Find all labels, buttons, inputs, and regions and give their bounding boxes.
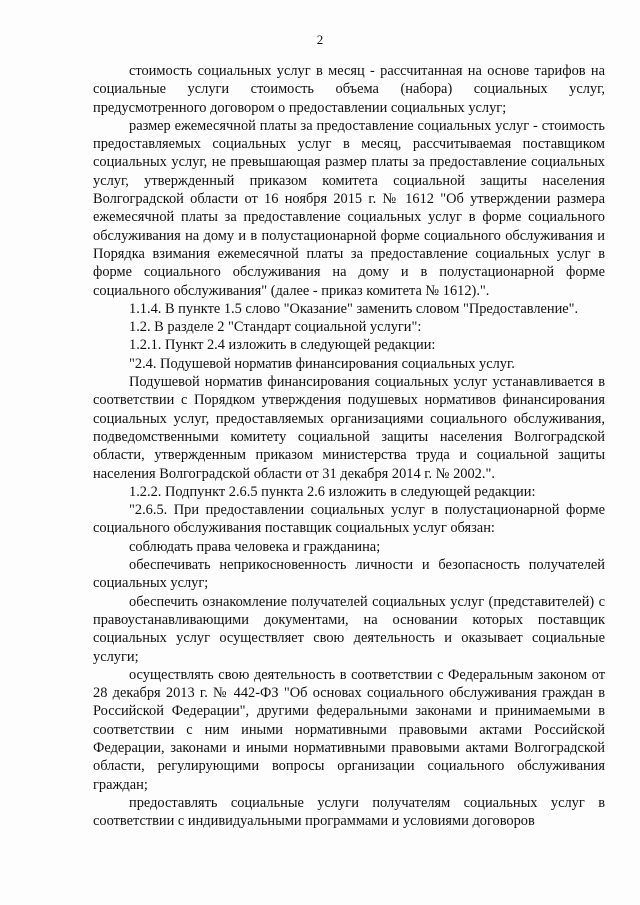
paragraph: осуществлять свою деятельность в соответствии с Федеральным законом от 28 декабря 2013 г. № 442-ФЗ "Об основах социального обслуживания граждан в Российской Федерации", другими федеральными законами и принимаемыми в соответствии с ним иными нормативными правовыми актами Российской Федерации, законами и иными нормативными правовыми актами Волгоградской области, регулирующими вопросы организации социального обслуживания граждан; [93, 666, 605, 793]
paragraph: предоставлять социальные услуги получателям социальных услуг в соответствии с индивидуальными программами и условиями договоров [93, 794, 605, 830]
paragraph: 1.1.4. В пункте 1.5 слово "Оказание" заменить словом "Предоставление". [129, 300, 579, 317]
paragraph: 1.2.2. Подпункт 2.6.5 пункта 2.6 изложить в следующей редакции: [129, 483, 536, 500]
paragraph: "2.6.5. При предоставлении социальных услуг в полустационарной форме социального обслуживания поставщик социальных услуг обязан: [93, 502, 605, 537]
page-number: 2 [316, 32, 324, 47]
paragraph: обеспечивать неприкосновенность личности и безопасность получателей социальных услуг; [93, 557, 605, 592]
paragraph: стоимость социальных услуг в месяц - рассчитанная на основе тарифов на социальные услуги стоимость объема (набора) социальных услуг, предусмотренного договором о предоставлении социальных услуг; [93, 63, 605, 116]
paragraph: размер ежемесячной платы за предоставление социальных услуг - стоимость предоставляемых социальных услуг в месяц, рассчитываемая поставщиком социальных услуг, не превышающая размер платы за предоставление социальных услуг, утвержденный приказом комитета социальной защиты населения Волгоградской области от 16 ноября 2015 г. № 1612 "Об утверждении размера ежемесячной платы за предоставление социальных услуг в форме социального обслуживания на дому и в полустационарной форме социального обслуживания и Порядка взимания ежемесячной платы за предоставление социальных услуг в форме социального обслуживания на дому и в полустационарной форме социального обслуживания" (далее - приказ комитета № 1612).". [93, 117, 605, 299]
paragraph: обеспечить ознакомление получателей социальных услуг (представителей) с правоустанавливающими документами, на основании которых поставщик социальных услуг осуществляет свою деятельность и оказывает социальные услуги; [93, 593, 605, 665]
paragraph: соблюдать права человека и гражданина; [129, 538, 381, 555]
paragraph: Подушевой норматив финансирования социальных услуг устанавливается в соответствии с Порядком утверждения подушевых нормативов финансирования социальных услуг, предоставляемых организациями социального обслуживания, подведомственными комитету социальной защиты населения Волгоградской области, утвержденным приказом министерства труда и социальной защиты населения Волгоградской области от 31 декабря 2014 г. № 2002.". [93, 374, 605, 482]
paragraph: 1.2.1. Пункт 2.4 изложить в следующей редакции: [129, 337, 436, 354]
paragraph: 1.2. В разделе 2 "Стандарт социальной услуги": [129, 319, 422, 336]
document-body [93, 62, 605, 830]
paragraph: "2.4. Подушевой норматив финансирования социальных услуг. [129, 355, 515, 372]
